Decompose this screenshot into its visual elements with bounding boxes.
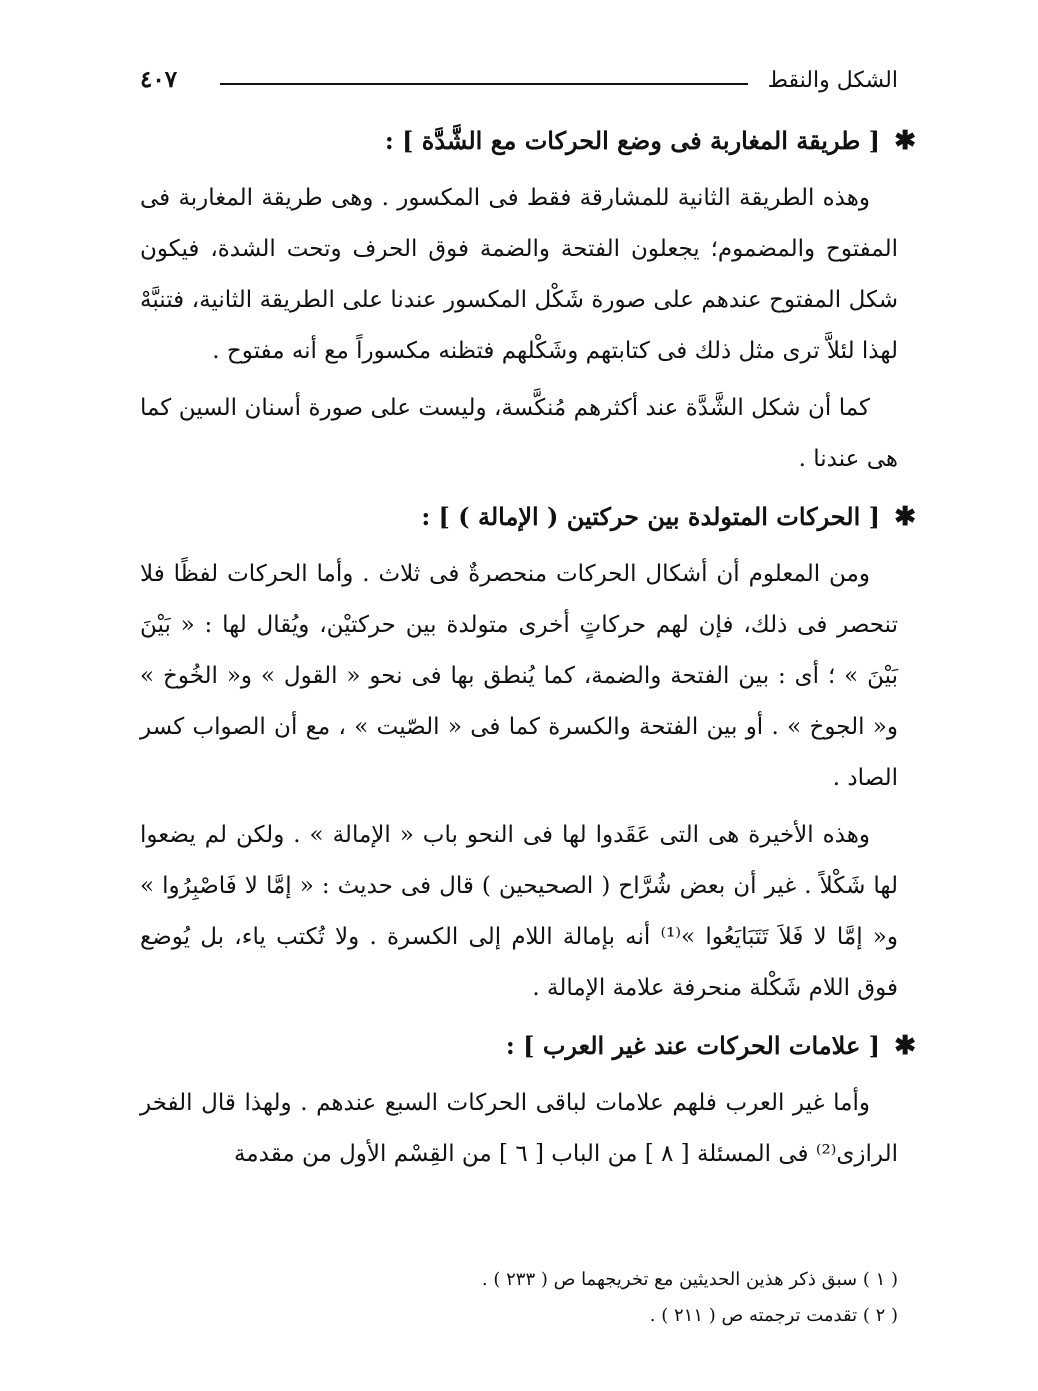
footnotes (140, 1262, 898, 1334)
paragraph: وهذه الطريقة الثانية للمشارقة فقط فى المكسور . وهى طريقة المغاربة فى المفتوح والمضموم؛ يجعلون الفتحة والضمة فوق الحرف وتحت الشدة، فيكون شكل المفتوح عندهم على صورة شَكْل المكسور عندنا على الطريقة الثانية، فتنبَّهْ لهذا لئلاَّ ترى مثل ذلك فى كتابتهم وشَكْلهم فتظنه مكسوراً مع أنه مفتوح . (140, 185, 898, 364)
section-heading-text: [ طريقة المغاربة فى وضع الحركات مع الشَّدَّة ] : (384, 126, 880, 155)
asterisk-bullet-icon: ✱ (894, 502, 916, 532)
section-heading-maghariba (140, 115, 916, 167)
section-heading-text: [ علامات الحركات عند غير العرب ] : (505, 1031, 880, 1060)
running-header (140, 62, 898, 102)
header-rule (220, 83, 748, 85)
asterisk-bullet-icon: ✱ (894, 1031, 916, 1061)
footnote-2: ( ٢ ) تقدمت ترجمته ص ( ٢١١ ) . (649, 1305, 898, 1326)
asterisk-bullet-icon: ✱ (894, 126, 916, 156)
paragraph: ومن المعلوم أن أشكال الحركات منحصرةٌ فى ثلاث . وأما الحركات لفظًا فلا تنحصر فى ذلك، فإن لهم حركاتٍ أخرى متولدة بين حركتيْن، ويُقال لها : « بَيْنَ بَيْنَ » ؛ أى : بين الفتحة والضمة، كما يُنطق بها فى نحو « القول » و« الخُوخ » و« الجوخ » . أو بين الفتحة والكسرة كما فى « الصّيت » ، مع أن الصواب كسر الصاد . (140, 561, 898, 791)
footnote-1: ( ١ ) سبق ذكر هذين الحديثين مع تخريجهما ص ( ٢٣٣ ) . (481, 1269, 898, 1290)
paragraph: وهذه الأخيرة هى التى عَقَدوا لها فى النحو باب « الإمالة » . ولكن لم يضعوا لها شَكْلاً . غير أن بعض شُرَّاح ( الصحيحين ) قال فى حديث : « إمَّا لا فَاصْبِرُوا » و« إمَّا لا فَلاَ تَتَبَايَعُوا »⁽¹⁾ أنه بإمالة اللام إلى الكسرة . ولا تُكتب ياء، بل يُوضع فوق اللام شَكْلة منحرفة علامة الإمالة . (140, 822, 898, 1001)
section-heading-imala (140, 491, 916, 543)
page-number: ٤٠٧ (140, 66, 178, 93)
section-heading-text: [ الحركات المتولدة بين حركتين ( الإمالة ) ] : (421, 502, 880, 531)
paragraph: كما أن شكل الشَّدَّة عند أكثرهم مُنكَّسة، وليست على صورة أسنان السين كما هى عندنا . (140, 395, 898, 472)
running-title: الشكل والنقط (767, 68, 898, 93)
paragraph: وأما غير العرب فلهم علامات لباقى الحركات السبع عندهم . ولهذا قال الفخر الرازى⁽²⁾ فى المسئلة [ ٨ ] من الباب [ ٦ ] من القِسْم الأول من مقدمة (140, 1090, 898, 1167)
page-body (140, 115, 916, 1186)
section-heading-non-arabs (140, 1020, 916, 1072)
